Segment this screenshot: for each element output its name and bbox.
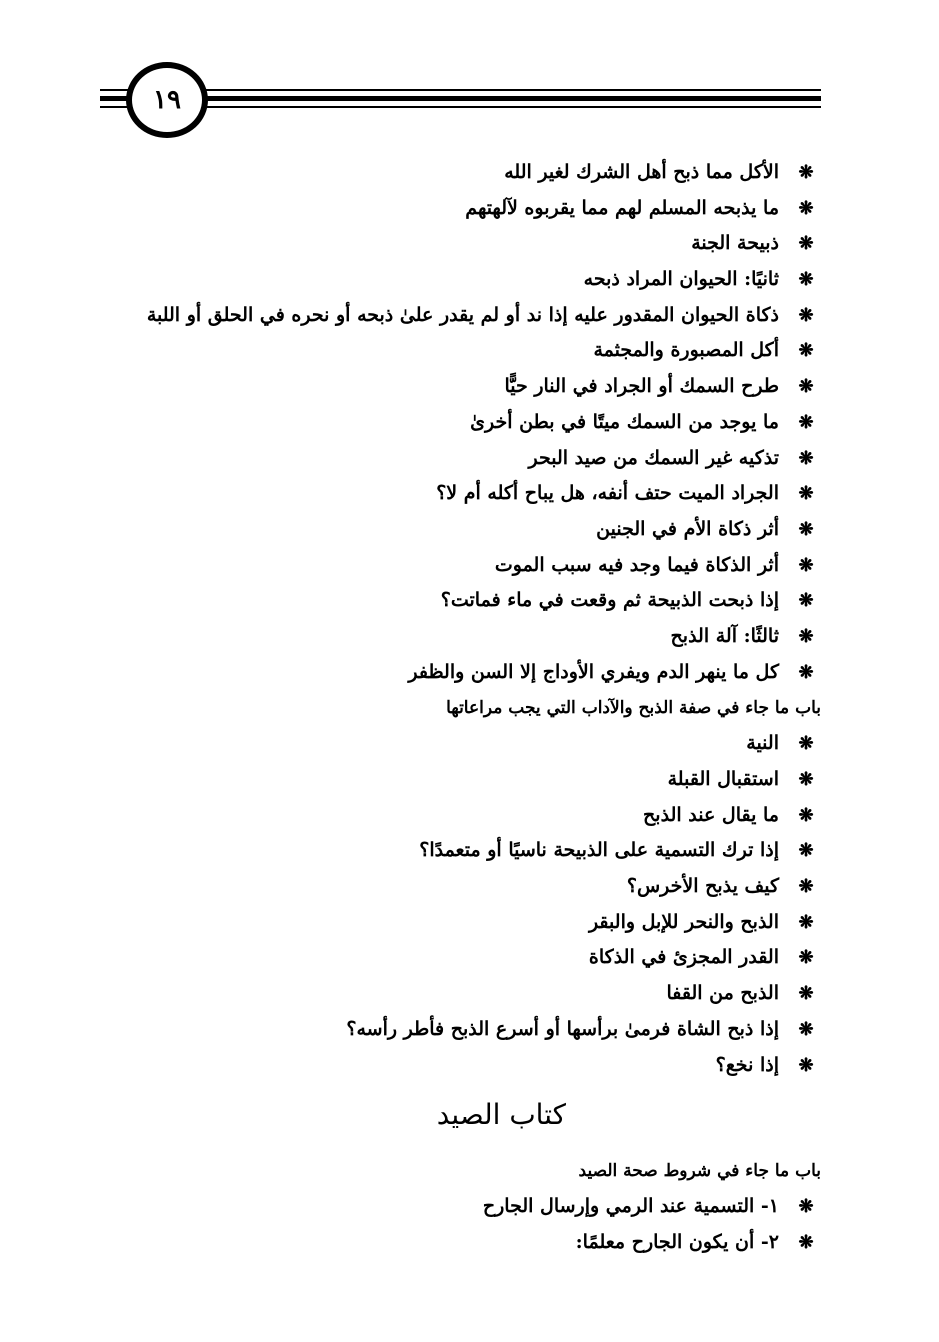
bullet-icon: ❋ [798, 197, 814, 219]
list-item-text: النية [746, 732, 779, 755]
list-item-text: ما يذبحه المسلم لهم مما يقربوه لآلهتهم [465, 196, 779, 219]
bullet-icon: ❋ [798, 876, 814, 898]
bullet-icon: ❋ [798, 983, 814, 1005]
bullet-icon: ❋ [798, 340, 814, 362]
list-section-2 [101, 726, 821, 1083]
list-item [101, 940, 821, 976]
list-item-text: إذا ذبحت الذبيحة ثم وقعت في ماء فماتت؟ [440, 589, 779, 612]
list-item [101, 583, 821, 619]
list-item-text: تذكيه غير السمك من صيد البحر [528, 446, 779, 469]
list-item [101, 405, 821, 441]
list-item-text: الذبح والنحر للإبل والبقر [588, 910, 779, 933]
page-header [0, 60, 939, 150]
bab-heading-2: باب ما جاء في شروط صحة الصيد [578, 1161, 821, 1182]
list-item-text: إذا ذبح الشاة فرمىٰ برأسها أو أسرع الذبح فأطر رأسه؟ [346, 1017, 779, 1040]
list-item [101, 369, 821, 405]
bullet-icon: ❋ [798, 269, 814, 291]
list-item-text: القدر المجزئ في الذكاة [588, 946, 779, 969]
bullet-icon: ❋ [798, 625, 814, 647]
bullet-icon: ❋ [798, 804, 814, 826]
list-item-text: أثر ذكاة الأم في الجنين [596, 517, 779, 540]
bullet-icon: ❋ [798, 947, 814, 969]
bullet-icon: ❋ [798, 840, 814, 862]
bullet-icon: ❋ [798, 376, 814, 398]
bullet-icon: ❋ [798, 554, 814, 576]
list-item-text: ٢- أن يكون الجارح معلمًا: [575, 1230, 779, 1253]
bullet-icon: ❋ [798, 769, 814, 790]
list-item [101, 905, 821, 941]
bullet-icon: ❋ [798, 733, 814, 755]
list-item [101, 441, 821, 477]
list-item-text: إذا نخع؟ [715, 1053, 779, 1076]
list-item [101, 512, 821, 548]
list-item [101, 655, 821, 691]
bullet-icon: ❋ [798, 411, 814, 433]
list-item-text: إذا ترك التسمية على الذبيحة ناسيًا أو متعمدًا؟ [419, 839, 779, 862]
list-section-1 [101, 155, 821, 690]
list-item-text: ذكاة الحيوان المقدور عليه إذا ند أو لم يقدر علىٰ ذبحه أو نحره في الحلق أو اللبة [146, 303, 779, 326]
list-item [101, 1012, 821, 1048]
list-item [101, 1189, 821, 1225]
page-number: ١٩ [126, 62, 208, 138]
list-item [101, 869, 821, 905]
list-item [101, 333, 821, 369]
list-item-text: الذبح من القفا [666, 982, 779, 1005]
bullet-icon: ❋ [798, 911, 814, 933]
list-item [101, 798, 821, 834]
index-content [101, 155, 821, 1261]
bullet-icon: ❋ [798, 483, 814, 505]
bab-heading-1: باب ما جاء في صفة الذبح والآداب التي يجب مراعاتها [446, 698, 821, 719]
list-item-text: الجراد الميت حتف أنفه، هل يباح أكله أم لا؟ [436, 482, 779, 505]
bullet-icon: ❋ [798, 1196, 814, 1218]
list-item-text: أثر الذكاة فيما وجد فيه سبب الموت [494, 553, 779, 576]
list-item-text: ١- التسمية عند الرمي وإرسال الجارح [482, 1195, 779, 1218]
bullet-icon: ❋ [798, 1054, 814, 1076]
list-item-text: ثانيًا: الحيوان المراد ذبحه [583, 268, 779, 291]
bullet-icon: ❋ [798, 447, 814, 469]
list-item-text: كيف يذبح الأخرس؟ [626, 875, 779, 898]
list-item-text: طرح السمك أو الجراد في النار حيًّا [504, 375, 779, 398]
bullet-icon: ❋ [798, 1018, 814, 1040]
list-item-text: ثالثًا: آلة الذبح [670, 624, 779, 647]
list-item [101, 833, 821, 869]
list-item-text: استقبال القبلة [667, 768, 779, 790]
list-item [101, 476, 821, 512]
list-item [101, 155, 821, 191]
list-item [101, 976, 821, 1012]
header-rule-bottom [100, 106, 821, 108]
kitab-heading: كتاب الصيد [436, 1098, 566, 1132]
list-item [101, 191, 821, 227]
list-item-text: الأكل مما ذبح أهل الشرك لغير الله [504, 161, 779, 183]
bullet-icon: ❋ [798, 162, 814, 183]
bullet-icon: ❋ [798, 1231, 814, 1253]
list-item [101, 548, 821, 584]
bullet-icon: ❋ [798, 661, 814, 683]
list-item [101, 619, 821, 655]
list-item [101, 1225, 821, 1261]
list-item-text: أكل المصبورة والمجثمة [593, 339, 779, 362]
list-item-text: ما يوجد من السمك ميتًا في بطن أخرىٰ [470, 410, 779, 433]
header-rule-main [100, 96, 821, 101]
list-item [101, 762, 821, 798]
list-section-3 [101, 1189, 821, 1260]
list-item-text: ذبيحة الجنة [691, 232, 779, 255]
bullet-icon: ❋ [798, 304, 814, 326]
header-rule-top [100, 89, 821, 91]
bullet-icon: ❋ [798, 590, 814, 612]
list-item [101, 262, 821, 298]
list-item [101, 726, 821, 762]
list-item [101, 298, 821, 334]
list-item-text: ما يقال عند الذبح [643, 803, 779, 826]
list-item [101, 1048, 821, 1084]
list-item-text: كل ما ينهر الدم ويفري الأوداج إلا السن والظفر [408, 660, 779, 683]
list-item [101, 226, 821, 262]
bullet-icon: ❋ [798, 233, 814, 255]
bullet-icon: ❋ [798, 518, 814, 540]
